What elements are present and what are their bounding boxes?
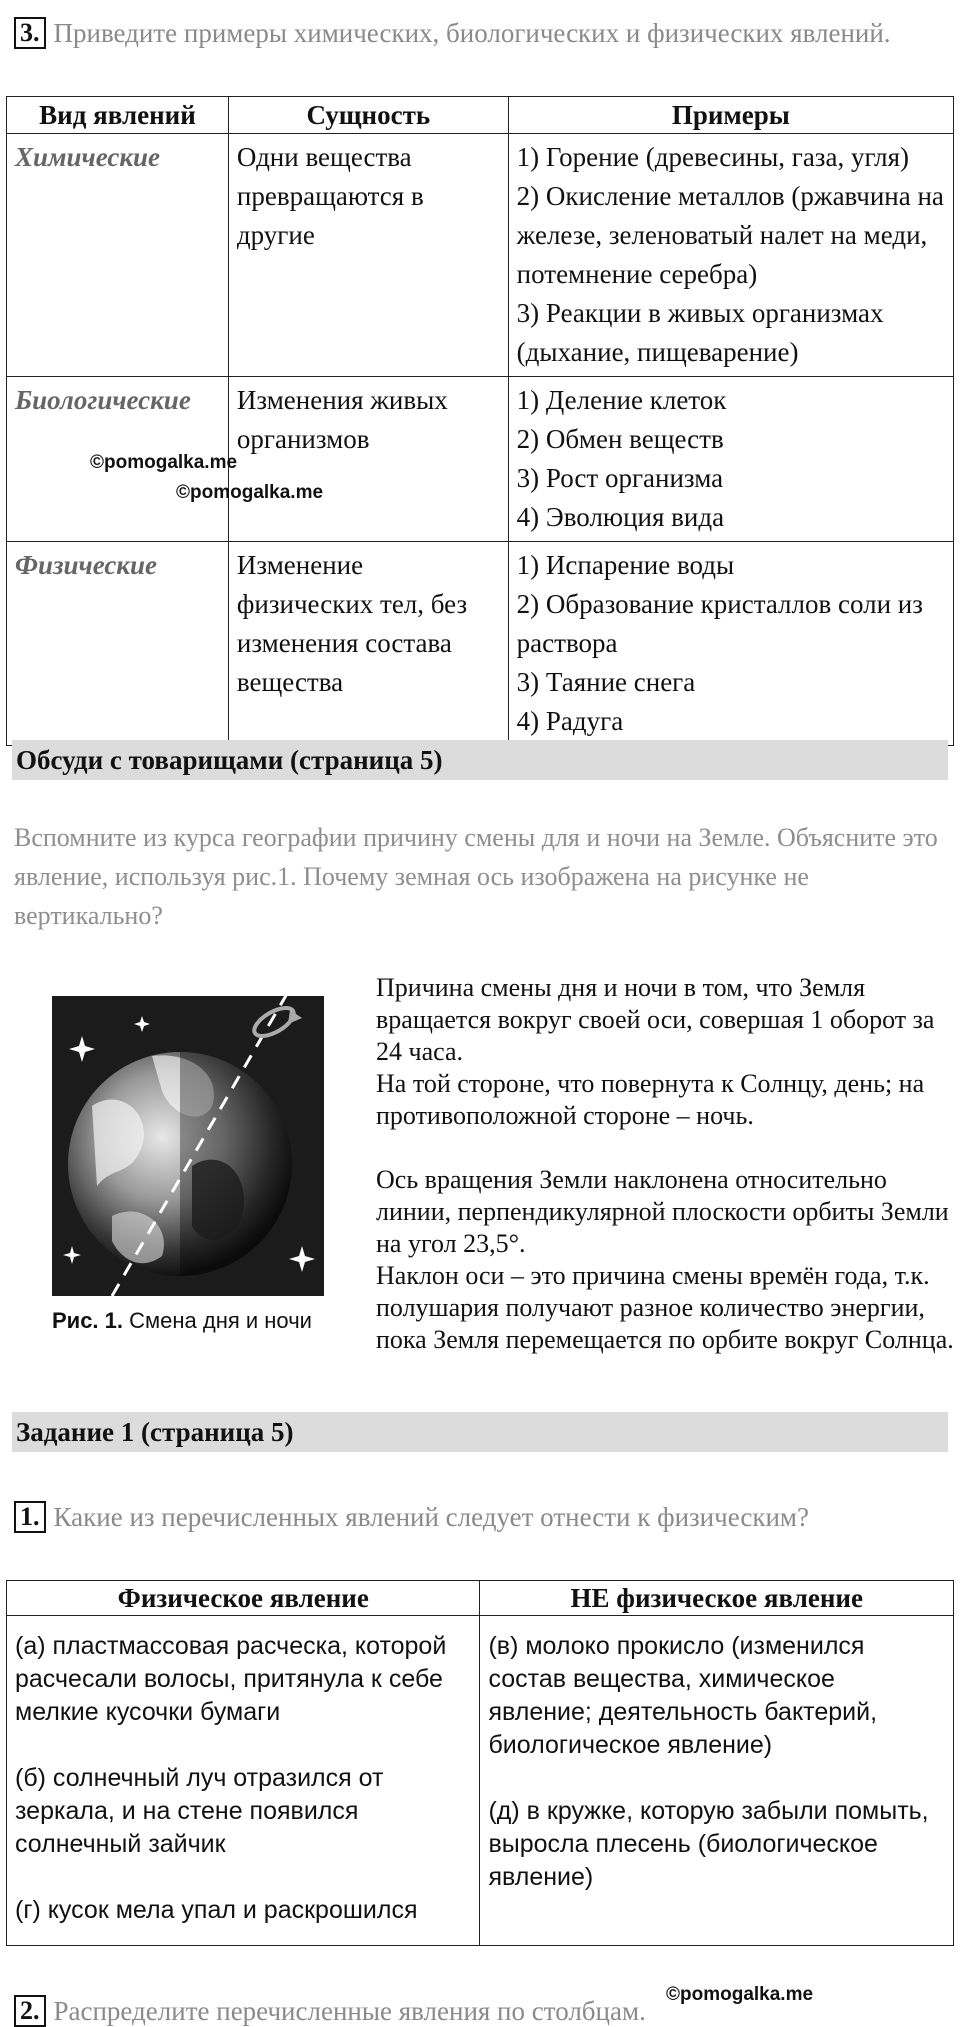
type-cell: Физические [7,542,229,746]
examples-cell [508,134,953,377]
answer-paragraph: На той стороне, что повернута к Солнцу, день; на противоположной стороне – ночь. [376,1069,925,1130]
phenomena-table [6,96,954,746]
task-number-1: 1. [14,1501,46,1533]
discuss-section-title: Обсуди с товарищами (страница 5) [12,740,948,780]
list-item: (а) пластмассовая расческа, которой расчесали волосы, притянула к себе мелкие кусочки бумаги [15,1632,447,1726]
figure-caption-text: Смена дня и ночи [123,1308,312,1333]
list-item: (г) кусок мела упал и раскрошился [15,1896,418,1924]
answer-paragraph: Наклон оси – это причина смены времён года, т.к. полушария получают разное количество энергии, пока Земля перемещается по орбите вокруг Солнца. [376,1261,954,1354]
example-item: 2) Образование кристаллов соли из раствора [516,589,923,658]
task-1-heading [14,1498,809,1533]
table-row [7,542,954,746]
watermark: ©pomogalka.me [90,452,238,473]
task-3-text: Приведите примеры химических, биологических и физических явлений. [53,17,891,48]
physical-cell [7,1616,480,1946]
essence-cell: Одни вещества превращаются в другие [228,134,508,377]
task-number-3: 3. [14,17,46,49]
example-item: 1) Горение (древесины, газа, угля) [516,142,910,172]
essence-cell: Изменение физических тел, без изменения состава вещества [228,542,508,746]
watermark: ©pomogalka.me [176,482,324,503]
answer-paragraph: Причина смены дня и ночи в том, что Земля вращается вокруг своей оси, совершая 1 оборот за 24 часа. [376,973,935,1066]
phenomena-table-header [7,97,954,134]
earth-figure [52,996,324,1296]
essence-cell: Изменения живых организмов [228,377,508,542]
classification-table [6,1580,954,1946]
header-type: Вид явлений [7,97,229,134]
examples-cell [508,377,953,542]
earth-illustration [52,996,324,1296]
task-1-text: Какие из перечисленных явлений следует отнести к физическим? [53,1501,809,1532]
task-1-section-title: Задание 1 (страница 5) [12,1412,948,1452]
header-essence: Сущность [228,97,508,134]
example-item: 3) Таяние снега [516,667,696,697]
task-2-text: Распределите перечисленные явления по столбцам. [53,1995,646,2026]
task-3-heading [14,14,891,49]
type-cell: Химические [7,134,229,377]
figure-caption-label: Рис. 1. [52,1308,124,1333]
example-item: 1) Испарение воды [516,550,735,580]
table-row [7,134,954,377]
classification-table-header [7,1581,954,1616]
list-item: (в) молоко прокисло (изменился состав вещества, химическое явление; деятельность бактерий, биологическое явление) [488,1632,878,1759]
task-number-2: 2. [14,1995,46,2027]
not-physical-cell [480,1616,954,1946]
discuss-answer [376,972,956,1356]
watermark: ©pomogalka.me [666,1984,814,2005]
type-cell: Биологические [7,377,229,542]
header-examples: Примеры [508,97,953,134]
answer-paragraph: Ось вращения Земли наклонена относительно линии, перпендикулярной плоскости орбиты Земли на угол 23,5°. [376,1165,949,1258]
example-item: 4) Эволюция вида [516,502,725,532]
discuss-question: Вспомните из курса географии причину смены для и ночи на Земле. Объясните это явление, используя рис.1. Почему земная ось изображена на рисунке не вертикально? [14,823,938,930]
example-item: 3) Реакции в живых организмах (дыхание, пищеварение) [516,298,884,367]
example-item: 3) Рост организма [516,463,724,493]
list-item: (б) солнечный луч отразился от зеркала, и на стене появился солнечный зайчик [15,1764,384,1858]
example-item: 4) Радуга [516,706,624,736]
example-item: 2) Обмен веществ [516,424,724,454]
header-physical: Физическое явление [7,1581,480,1616]
header-not-physical: НЕ физическое явление [480,1581,954,1616]
figure-caption [52,1306,312,1336]
examples-cell [508,542,953,746]
list-item: (д) в кружке, которую забыли помыть, выросла плесень (биологическое явление) [488,1797,929,1891]
example-item: 1) Деление клеток [516,385,727,415]
example-item: 2) Окисление металлов (ржавчина на железе, зеленоватый налет на меди, потемнение серебра) [516,181,944,289]
task-2-heading [14,1992,646,2027]
table-row [7,1616,954,1946]
